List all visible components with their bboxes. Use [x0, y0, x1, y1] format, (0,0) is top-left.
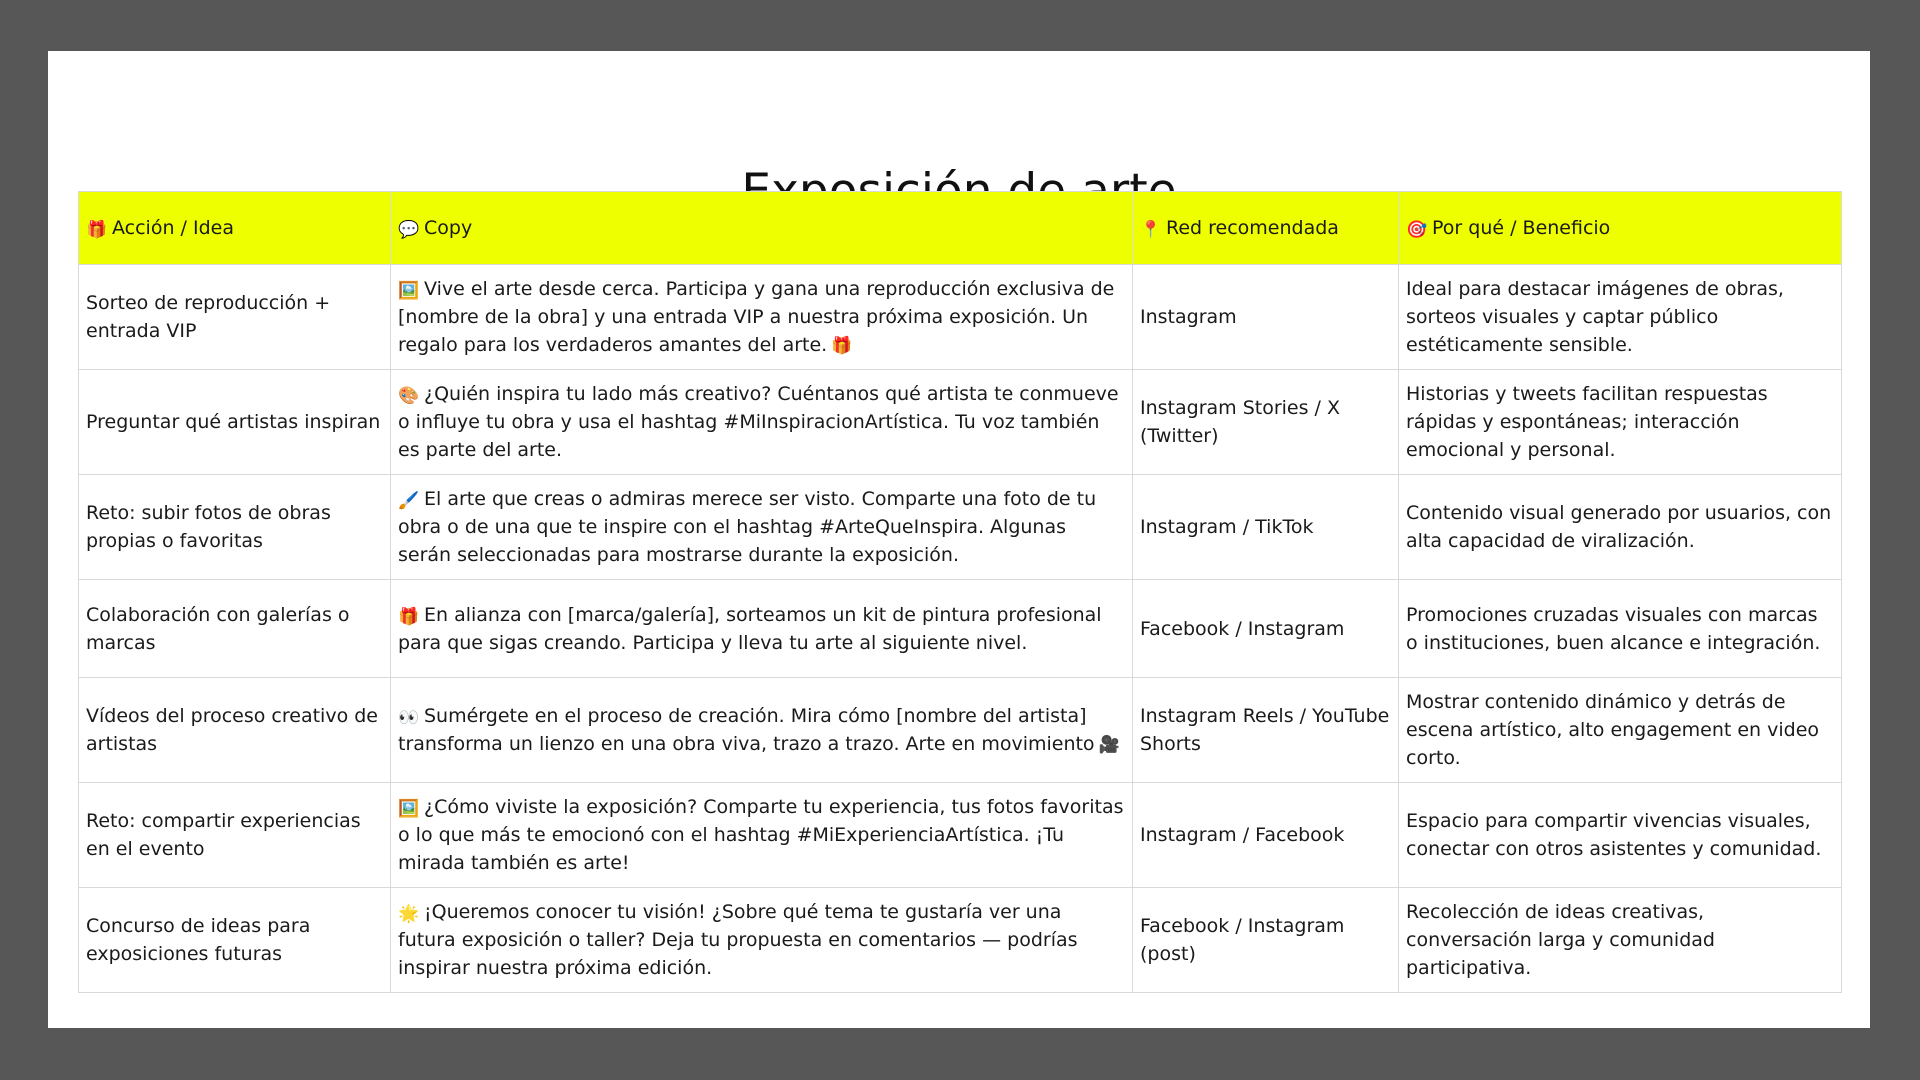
star-icon: 🌟 — [398, 904, 420, 924]
target-icon: 🎯 — [1406, 220, 1428, 240]
copy-text: Sumérgete en el proceso de creación. Mira cómo [nombre del artista] transforma un lienzo en una obra viva, trazo a trazo. Arte en movimiento — [398, 704, 1095, 755]
page-title: Exposición de arte — [741, 164, 1177, 219]
header-label: Por qué / Beneficio — [1432, 217, 1611, 239]
palette-icon: 🎨 — [398, 386, 420, 406]
cell-copy — [391, 265, 1133, 370]
header-beneficio — [1399, 192, 1842, 265]
cell-beneficio: Promociones cruzadas visuales con marcas o instituciones, buen alcance e integración. — [1399, 580, 1842, 678]
pin-icon: 📍 — [1140, 220, 1162, 240]
copy-text: ¿Quién inspira tu lado más creativo? Cuéntanos qué artista te conmueve o influye tu obra y usa el hashtag #MiInspiracionArtística. Tu voz también es parte del arte. — [398, 383, 1119, 461]
header-label: Red recomendada — [1166, 217, 1339, 239]
cell-red: Instagram Stories / X (Twitter) — [1133, 370, 1399, 475]
paintbrush-icon: 🖌️ — [398, 491, 420, 511]
copy-text: ¿Cómo viviste la exposición? Comparte tu experiencia, tus fotos favoritas o lo que más te emocionó con el hashtag #MiExperienciaArtística. ¡Tu mirada también es arte! — [398, 796, 1124, 874]
cell-copy — [391, 783, 1133, 888]
cell-accion: Sorteo de reproducción + entrada VIP — [79, 265, 391, 370]
gift-icon: 🎁 — [86, 220, 108, 240]
cell-red: Instagram Reels / YouTube Shorts — [1133, 678, 1399, 783]
table-row — [79, 888, 1842, 993]
gift-icon: 🎁 — [831, 335, 853, 356]
cell-copy — [391, 678, 1133, 783]
cell-accion: Reto: compartir experiencias en el evento — [79, 783, 391, 888]
cell-beneficio: Historias y tweets facilitan respuestas rápidas y espontáneas; interacción emocional y personal. — [1399, 370, 1842, 475]
header-red — [1133, 192, 1399, 265]
header-label: Copy — [424, 217, 473, 239]
slide — [48, 51, 1870, 1028]
cell-red: Instagram / Facebook — [1133, 783, 1399, 888]
cell-red: Facebook / Instagram — [1133, 580, 1399, 678]
header-label: Acción / Idea — [112, 217, 234, 239]
header-accion — [79, 192, 391, 265]
gift-icon: 🎁 — [398, 606, 420, 627]
cell-beneficio: Mostrar contenido dinámico y detrás de escena artístico, alto engagement en video corto. — [1399, 678, 1842, 783]
copy-text: El arte que creas o admiras merece ser visto. Comparte una foto de tu obra o de una que te inspire con el hashtag #ArteQueInspira. Algunas serán seleccionadas para mostrarse durante la exposición. — [398, 488, 1097, 566]
table-row — [79, 783, 1842, 888]
table-row — [79, 580, 1842, 678]
cell-red: Facebook / Instagram (post) — [1133, 888, 1399, 993]
cell-accion: Reto: subir fotos de obras propias o favoritas — [79, 475, 391, 580]
cell-accion: Preguntar qué artistas inspiran — [79, 370, 391, 475]
table-row — [79, 265, 1842, 370]
table-header-row — [79, 192, 1842, 265]
cell-copy — [391, 475, 1133, 580]
eyes-icon: 👀 — [398, 707, 420, 728]
table-row — [79, 678, 1842, 783]
copy-text: En alianza con [marca/galería], sorteamos un kit de pintura profesional para que sigas creando. Participa y lleva tu arte al siguiente nivel. — [398, 603, 1102, 654]
framed-picture-icon: 🖼️ — [398, 280, 420, 301]
header-copy — [391, 192, 1133, 265]
cell-beneficio: Recolección de ideas creativas, conversación larga y comunidad participativa. — [1399, 888, 1842, 993]
cell-beneficio: Contenido visual generado por usuarios, con alta capacidad de viralización. — [1399, 475, 1842, 580]
cell-accion: Vídeos del proceso creativo de artistas — [79, 678, 391, 783]
cell-accion: Colaboración con galerías o marcas — [79, 580, 391, 678]
cell-beneficio: Espacio para compartir vivencias visuales, conectar con otros asistentes y comunidad. — [1399, 783, 1842, 888]
speech-bubble-icon: 💬 — [398, 220, 420, 240]
cell-copy — [391, 888, 1133, 993]
cell-copy — [391, 580, 1133, 678]
movie-camera-icon: 🎥 — [1098, 734, 1120, 755]
cell-beneficio: Ideal para destacar imágenes de obras, sorteos visuales y captar público estéticamente sensible. — [1399, 265, 1842, 370]
cell-copy — [391, 370, 1133, 475]
framed-picture-icon: 🖼️ — [398, 799, 420, 819]
table-row — [79, 370, 1842, 475]
cell-red: Instagram / TikTok — [1133, 475, 1399, 580]
ideas-table — [78, 191, 1842, 993]
cell-red: Instagram — [1133, 265, 1399, 370]
table-row — [79, 475, 1842, 580]
copy-text: Vive el arte desde cerca. Participa y gana una reproducción exclusiva de [nombre de la obra] y una entrada VIP a nuestra próxima exposición. Un regalo para los verdaderos amantes del arte. — [398, 277, 1115, 356]
cell-accion: Concurso de ideas para exposiciones futuras — [79, 888, 391, 993]
copy-text: ¡Queremos conocer tu visión! ¿Sobre qué tema te gustaría ver una futura exposición o taller? Deja tu propuesta en comentarios — podrías inspirar nuestra próxima edición. — [398, 901, 1078, 979]
